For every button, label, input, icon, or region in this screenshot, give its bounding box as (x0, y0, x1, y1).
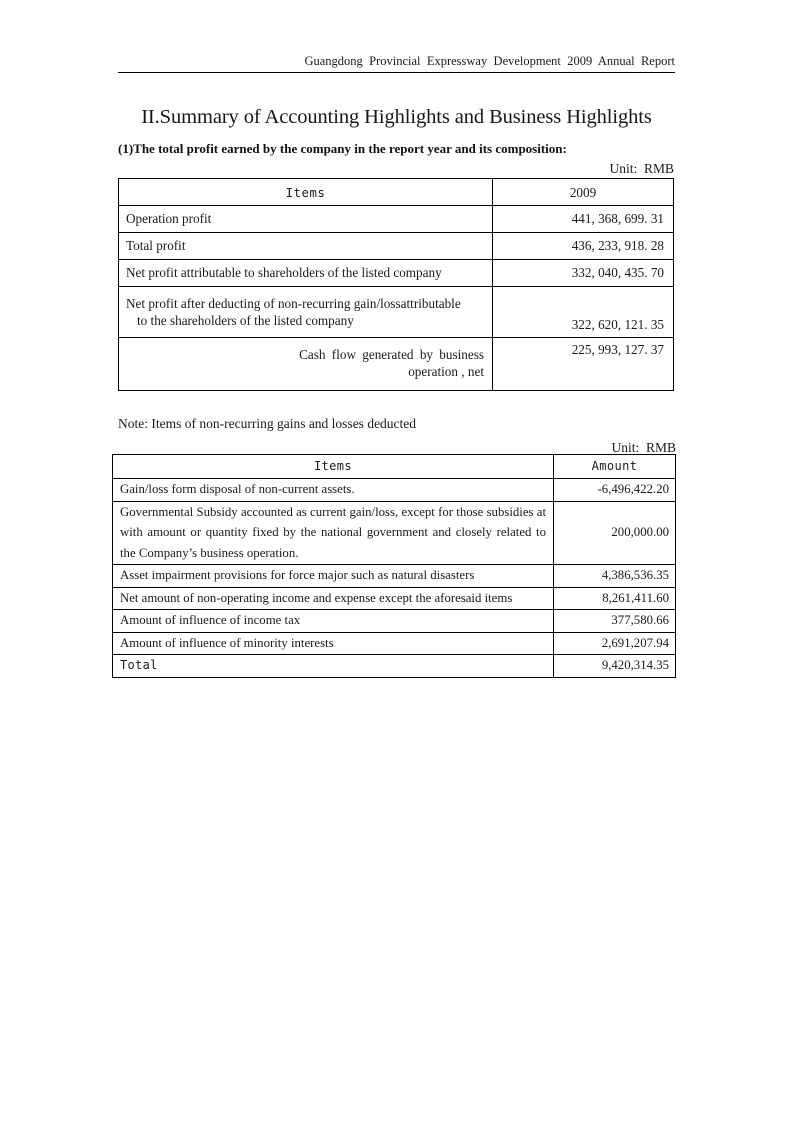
table-row-total (113, 655, 676, 678)
row-value-net-profit-attributable: 332, 040, 435. 70 (493, 260, 674, 287)
table-row (113, 501, 676, 565)
table-row (119, 338, 674, 391)
row-label-income-tax-influence: Amount of influence of income tax (113, 610, 554, 633)
profit-table (118, 178, 674, 391)
table-row (119, 260, 674, 287)
row-amount-total: 9,420,314.35 (554, 655, 676, 678)
row-value-total-profit: 436, 233, 918. 28 (493, 233, 674, 260)
row-label-minority-interests-influence: Amount of influence of minority interests (113, 632, 554, 655)
row-value-net-profit-deducted: 322, 620, 121. 35 (493, 287, 674, 338)
column-header-amount: Amount (554, 455, 676, 479)
running-header (118, 53, 675, 73)
row-label-line-2: operation , net (408, 364, 484, 379)
row-label-total: Total (113, 655, 554, 678)
row-label-asset-impairment: Asset impairment provisions for force major such as natural disasters (113, 565, 554, 588)
table-header-row (113, 455, 676, 479)
table-header-row (119, 179, 674, 206)
row-label-net-profit-deducted (119, 287, 493, 338)
table-row (119, 206, 674, 233)
table-row (113, 479, 676, 502)
row-label-total-profit: Total profit (119, 233, 493, 260)
nonrecurring-table (112, 454, 676, 678)
row-label-net-profit-attributable: Net profit attributable to shareholders of the listed company (119, 260, 493, 287)
row-amount-net-nonoperating: 8,261,411.60 (554, 587, 676, 610)
row-label-cash-flow (119, 338, 493, 391)
header-rule (118, 72, 675, 73)
row-label-gain-loss-disposal: Gain/loss form disposal of non-current assets. (113, 479, 554, 502)
table-row (113, 610, 676, 633)
table-row (113, 587, 676, 610)
column-header-items: Items (113, 455, 554, 479)
row-label-governmental-subsidy: Governmental Subsidy accounted as current gain/loss, except for those subsidies at with amount or quantity fixed by the national government and closely related to the Company’s business operation. (113, 501, 554, 565)
row-label-line-2: to the shareholders of the listed company (137, 312, 354, 328)
row-label-line-1: Net profit after deducting of non-recurring gain/lossattributable (126, 295, 461, 311)
unit-label-nonrecurring-table: Unit: RMB (611, 440, 676, 455)
row-value-cash-flow: 225, 993, 127. 37 (493, 338, 674, 391)
row-label-net-nonoperating: Net amount of non-operating income and expense except the aforesaid items (113, 587, 554, 610)
section-subtitle: (1)The total profit earned by the company in the report year and its composition: (118, 141, 567, 156)
row-value-operation-profit: 441, 368, 699. 31 (493, 206, 674, 233)
row-amount-governmental-subsidy: 200,000.00 (554, 501, 676, 565)
note-text: Note: Items of non-recurring gains and losses deducted (118, 416, 417, 431)
column-header-items: Items (119, 179, 493, 206)
running-header-text: Guangdong Provincial Expressway Development 2009 Annual Report (304, 54, 675, 68)
page-title: II.Summary of Accounting Highlights and Business Highlights (141, 106, 652, 128)
table-row (113, 632, 676, 655)
row-amount-minority-interests-influence: 2,691,207.94 (554, 632, 676, 655)
row-amount-gain-loss-disposal: -6,496,422.20 (554, 479, 676, 502)
table-row (113, 565, 676, 588)
row-label-operation-profit: Operation profit (119, 206, 493, 233)
row-amount-asset-impairment: 4,386,536.35 (554, 565, 676, 588)
column-header-year: 2009 (493, 179, 674, 206)
row-amount-income-tax-influence: 377,580.66 (554, 610, 676, 633)
table-row (119, 233, 674, 260)
table-row (119, 287, 674, 338)
row-label-line-1: Cash flow generated by business (299, 347, 484, 362)
unit-label-profit-table: Unit: RMB (609, 161, 674, 176)
